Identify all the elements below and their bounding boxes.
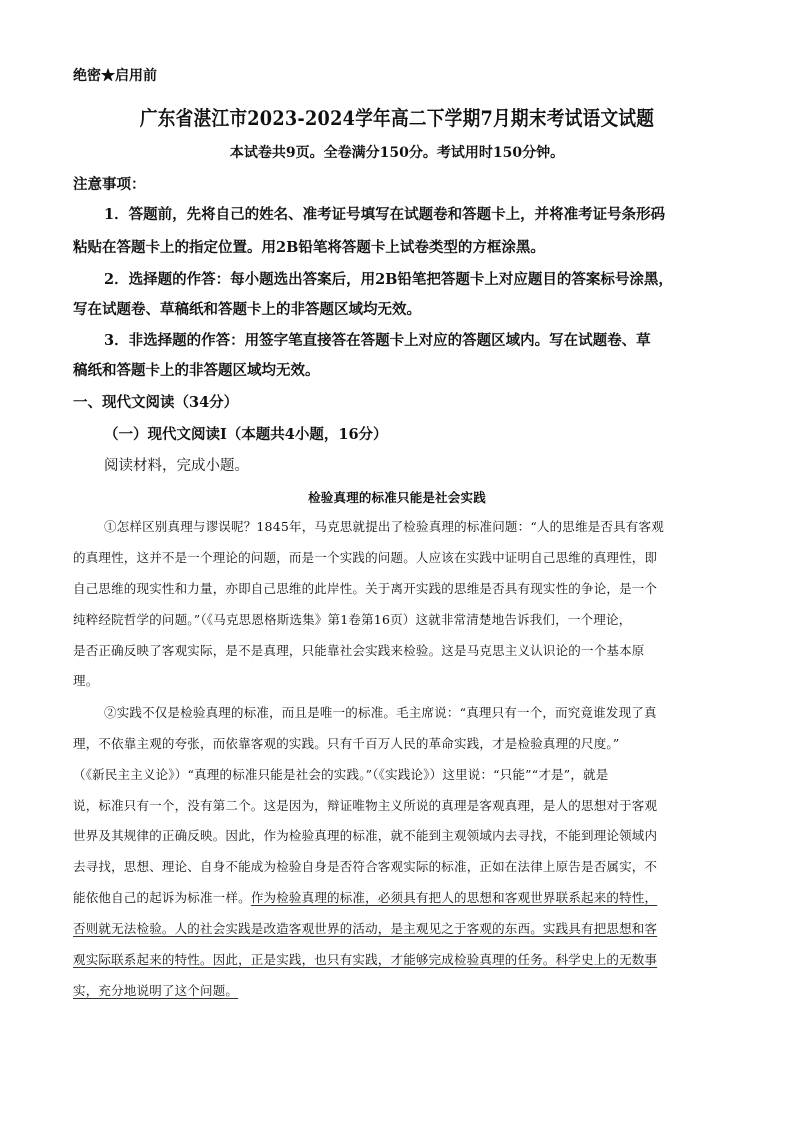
article-p2-line: 理，不依靠主观的夸张，而依靠客观的实践。只有千百万人民的革命实践，才是检验真理的尺度。” <box>73 736 620 751</box>
article-p1-line: ①怎样区别真理与谬误呢？1845年，马克思就提出了检验真理的标准问题：“人的思维是否具有客观 <box>104 519 664 534</box>
article-p1-line: 的真理性，这并不是一个理论的问题，而是一个实践的问题。人应该在实践中证明自己思维的真理性，即 <box>73 550 658 565</box>
notice-item-2-line-2: 写在试题卷、草稿纸和答题卡上的非答题区域均无效。 <box>73 301 421 318</box>
article-p2-line: ②实践不仅是检验真理的标准，而且是唯一的标准。毛主席说：“真理只有一个，而究竟谁发现了真 <box>104 705 657 720</box>
underlined-key-sentence: 观实际联系起来的特性。因此，正是实践，也只有实践，才能够完成检验真理的任务。科学史上的无数事 <box>73 952 658 967</box>
article-p2-line: （《新民主主义论》）“真理的标准只能是社会的实践。”（《实践论》）这里说：“只能”“才是”，就是 <box>73 767 609 782</box>
section-heading: 一、现代文阅读（34分） <box>73 394 239 411</box>
exam-subtitle: 本试卷共9页。全卷满分150分。考试用时150分钟。 <box>229 145 565 161</box>
article-p1-line: 自己思维的现实性和力量，亦即自己思维的此岸性。关于离开实践的思维是否具有现实性的争论，是一个 <box>73 581 658 596</box>
article-title: 检验真理的标准只能是社会实践 <box>308 490 486 505</box>
article-p1-line: 是否正确反映了客观实际，是不是真理，只能靠社会实践来检验。这是马克思主义认识论的一个基本原 <box>73 643 645 658</box>
notice-item-1-line-1: 1．答题前，先将自己的姓名、准考证号填写在试题卷和答题卡上，并将准考证号条形码 <box>104 206 666 223</box>
secret-mark: 绝密★启用前 <box>73 68 157 84</box>
underlined-key-sentence: 作为检验真理的标准，必须具有把人的思想和客观世界联系起来的特性， <box>250 890 658 905</box>
article-p2-line: 去寻找，思想、理论、自身不能成为检验自身是否符合客观实际的标准，正如在法律上原告是否属实，不 <box>73 859 658 874</box>
article-p1-line: 理。 <box>73 673 99 688</box>
section-subheading: （一）现代文阅读Ⅰ（本题共4小题，16分） <box>104 426 388 443</box>
underlined-key-sentence: 实，充分地说明了这个问题。 <box>73 983 239 998</box>
article-p2-line-plain: 能依他自己的起诉为标准一样。 <box>73 890 251 905</box>
article-p2-line <box>73 888 657 906</box>
notice-item-3-line-2: 稿纸和答题卡上的非答题区域均无效。 <box>73 362 320 379</box>
notice-item-2-line-1: 2．选择题的作答：每小题选出答案后，用2B铅笔把答题卡上对应题目的答案标号涂黑， <box>104 271 673 288</box>
underlined-key-sentence: 否则就无法检验。人的社会实践是改造客观世界的活动，是主观见之于客观的东西。实践具有把思想和客 <box>73 921 658 936</box>
reading-instruction: 阅读材料，完成小题。 <box>104 458 249 474</box>
article-p2-line: 世界及其规律的正确反映。因此，作为检验真理的标准，就不能到主观领域内去寻找，不能到理论领域内 <box>73 828 658 843</box>
article-p2-line: 说，标准只有一个，没有第二个。这是因为，辩证唯物主义所说的真理是客观真理，是人的思想对于客观 <box>73 798 658 813</box>
notice-item-3-line-1: 3．非选择题的作答：用签字笔直接答在答题卡上对应的答题区域内。写在试题卷、草 <box>104 332 651 349</box>
notice-item-1-line-2: 粘贴在答题卡上的指定位置。用2B铅笔将答题卡上试卷类型的方框涂黑。 <box>73 239 545 256</box>
article-p1-line: 纯粹经院哲学的问题。”（《马克思恩格斯选集》第1卷第16页）这就非常清楚地告诉我们，一个理论， <box>73 612 632 627</box>
notice-heading: 注意事项： <box>73 176 146 193</box>
exam-title: 广东省湛江市2023-2024学年高二下学期7月期末考试语文试题 <box>139 106 655 130</box>
